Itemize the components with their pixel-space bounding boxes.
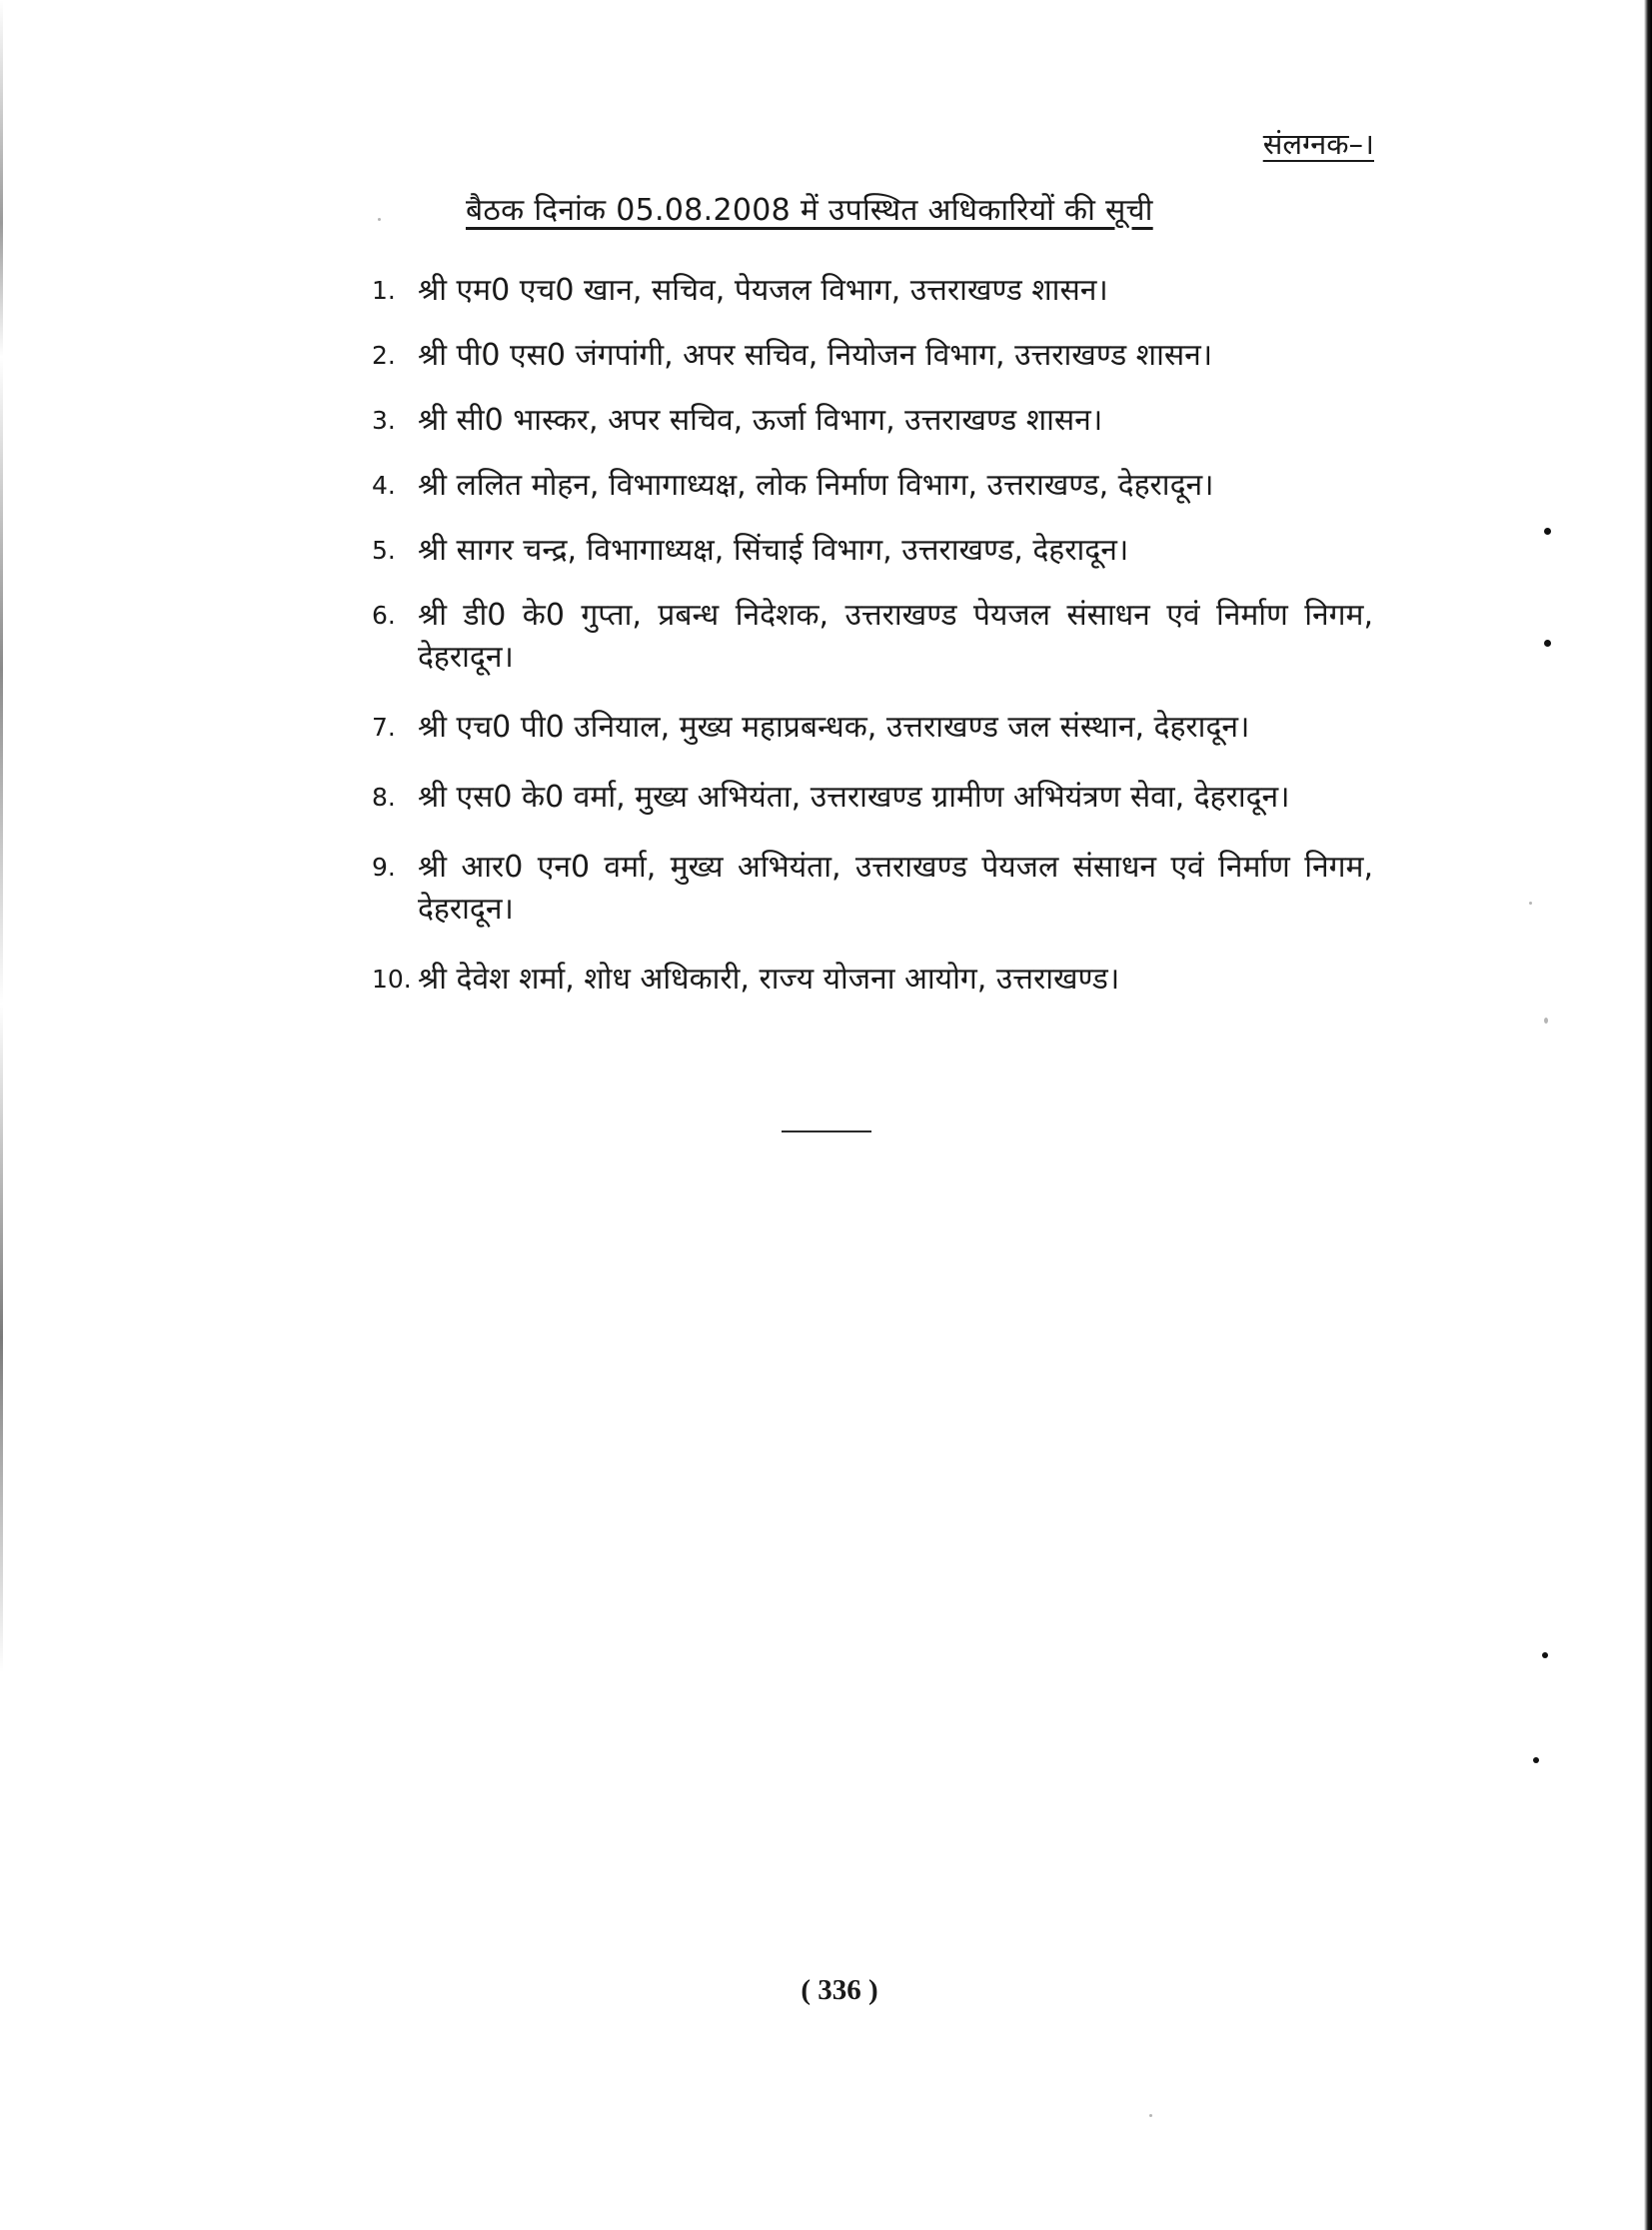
item-text: श्री ललित मोहन, विभागाध्यक्ष, लोक निर्माण विभाग, उत्तराखण्ड, देहरादून। [418,468,1214,503]
scan-speck [1544,528,1551,535]
item-number: 8. [372,783,396,812]
list-item [372,959,1373,1001]
item-number: 5. [372,536,396,565]
scan-speck [1544,640,1551,647]
item-number: 9. [372,853,396,882]
scan-speck [1544,1018,1548,1024]
page-number: ( 336 ) [801,1974,878,2006]
list-item [372,847,1373,931]
item-number: 4. [372,471,396,500]
annexure-label: संलग्नक–। [1262,127,1374,161]
scan-speck [1533,1757,1539,1763]
scan-speck [378,218,381,221]
scan-speck [1149,2114,1152,2117]
list-item [372,465,1373,507]
item-number: 10. [372,965,412,994]
item-number: 6. [372,601,396,630]
scan-edge-right [1644,0,1652,2230]
item-text: श्री एच0 पी0 उनियाल, मुख्य महाप्रबन्धक, उत्तराखण्ड जल संस्थान, देहरादून। [418,710,1250,745]
list-item [372,400,1373,442]
item-text: श्री एस0 के0 वर्मा, मुख्य अभियंता, उत्तराखण्ड ग्रामीण अभियंत्रण सेवा, देहरादून। [418,780,1290,815]
item-number: 7. [372,713,396,742]
scan-edge-left [0,0,3,2230]
item-text: श्री पी0 एस0 जंगपांगी, अपर सचिव, नियोजन विभाग, उत्तराखण्ड शासन। [418,338,1213,373]
item-text: श्री एम0 एच0 खान, सचिव, पेयजल विभाग, उत्तराखण्ड शासन। [418,273,1108,308]
item-text: श्री देवेश शर्मा, शोध अधिकारी, राज्य योजना आयोग, उत्तराखण्ड। [418,962,1120,997]
list-item [372,777,1373,819]
list-item [372,335,1373,377]
document-title: बैठक दिनांक 05.08.2008 में उपस्थित अधिकारियों की सूची [466,193,1153,228]
item-number: 3. [372,406,396,435]
list-item [372,707,1373,749]
item-text: श्री आर0 एन0 वर्मा, मुख्य अभियंता, उत्तराखण्ड पेयजल संसाधन एवं निर्माण निगम, देहरादून। [418,850,1373,927]
scan-speck [1542,1652,1548,1658]
item-number: 2. [372,341,396,370]
item-text: श्री सी0 भास्कर, अपर सचिव, ऊर्जा विभाग, उत्तराखण्ड शासन। [418,403,1103,438]
end-of-list-rule [782,1130,871,1132]
item-text: श्री डी0 के0 गुप्ता, प्रबन्ध निदेशक, उत्तराखण्ड पेयजल संसाधन एवं निर्माण निगम, देहरादून। [418,598,1373,675]
list-item [372,270,1373,312]
scan-speck [1529,902,1532,905]
attendee-list [372,270,1373,1024]
item-number: 1. [372,276,396,305]
list-item [372,595,1373,679]
item-text: श्री सागर चन्द्र, विभागाध्यक्ष, सिंचाई विभाग, उत्तराखण्ड, देहरादून। [418,533,1129,568]
list-item [372,530,1373,572]
